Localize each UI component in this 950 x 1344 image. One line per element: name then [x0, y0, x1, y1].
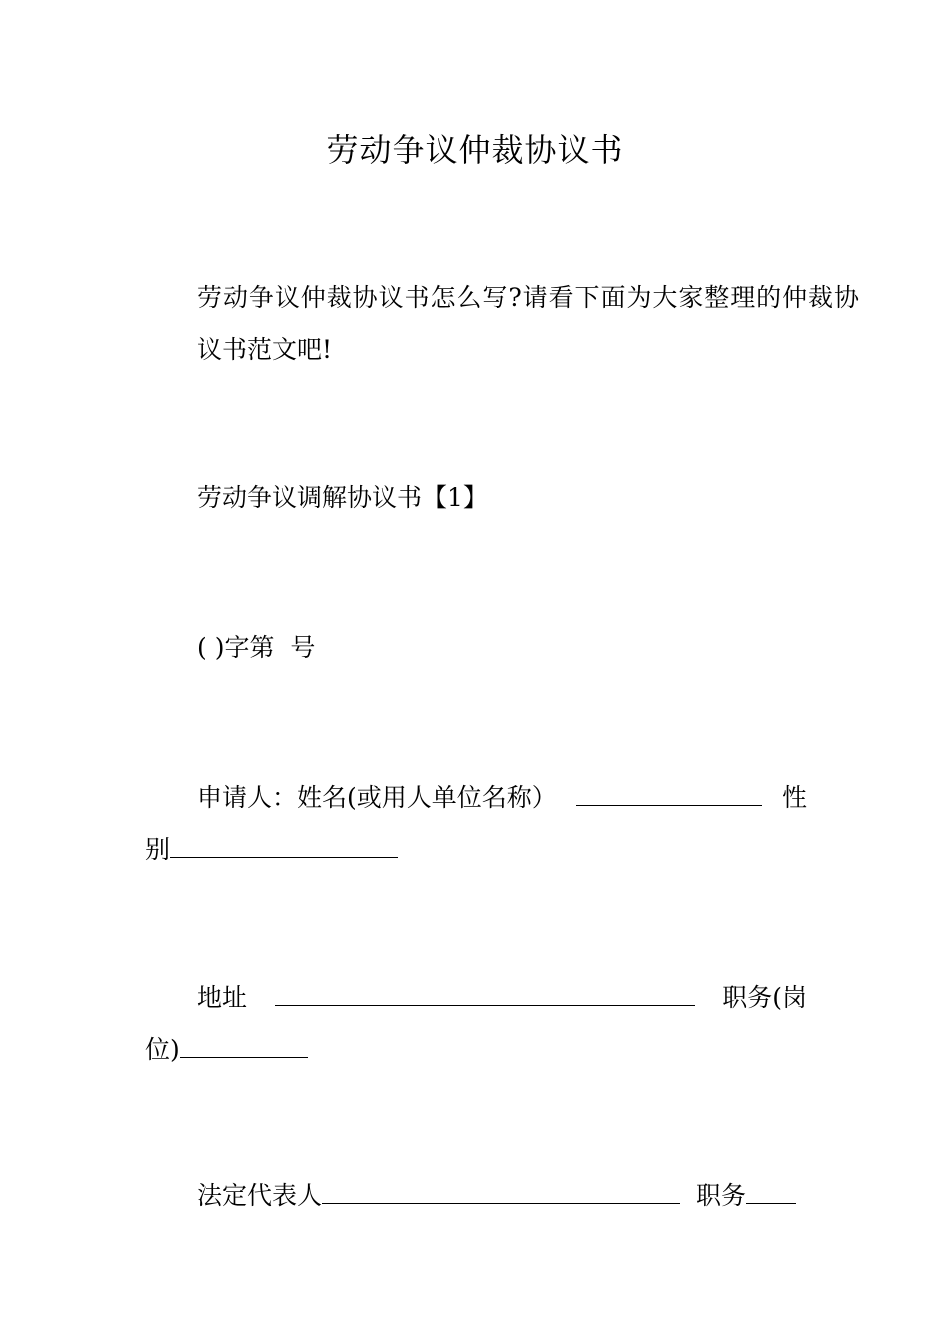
applicant-gender-blank[interactable] [170, 835, 398, 858]
section-heading-text: 劳动争议调解协议书【1】 [197, 483, 488, 512]
legal-rep-position-label: 职务 [696, 1181, 747, 1210]
applicant-line-1 [145, 772, 807, 824]
address-position-blank[interactable] [180, 1035, 308, 1058]
applicant-name-label: 申请人：姓名(或用人单位名称） [197, 783, 557, 812]
address-block [145, 972, 807, 1076]
doc-number-text: ( )字第 号 [197, 633, 316, 662]
address-position-label-a: 职务(岗 [722, 983, 807, 1012]
address-blank[interactable] [275, 983, 695, 1006]
intro-text: 劳动争议仲裁协议书怎么写?请看下面为大家整理的仲裁协议书范文吧! [197, 283, 859, 364]
applicant-name-blank[interactable] [576, 783, 762, 806]
legal-rep-label: 法定代表人 [197, 1181, 323, 1210]
applicant-gender-label-b: 别 [145, 835, 171, 864]
applicant-line-2 [145, 824, 807, 876]
legal-rep-position-blank[interactable] [746, 1181, 796, 1204]
legal-rep-block [145, 1170, 807, 1222]
address-line-2 [145, 1024, 807, 1076]
intro-paragraph [145, 272, 859, 376]
address-label: 地址 [197, 983, 248, 1012]
applicant-gender-label-a: 性 [781, 783, 807, 812]
section-heading [145, 472, 859, 524]
address-position-label-b: 位) [145, 1035, 180, 1064]
document-title: 劳动争议仲裁协议书 [326, 131, 624, 169]
applicant-block [145, 772, 807, 876]
legal-rep-line [145, 1170, 807, 1222]
address-line-1 [145, 972, 807, 1024]
doc-number-line [145, 622, 859, 674]
legal-rep-blank[interactable] [322, 1181, 680, 1204]
